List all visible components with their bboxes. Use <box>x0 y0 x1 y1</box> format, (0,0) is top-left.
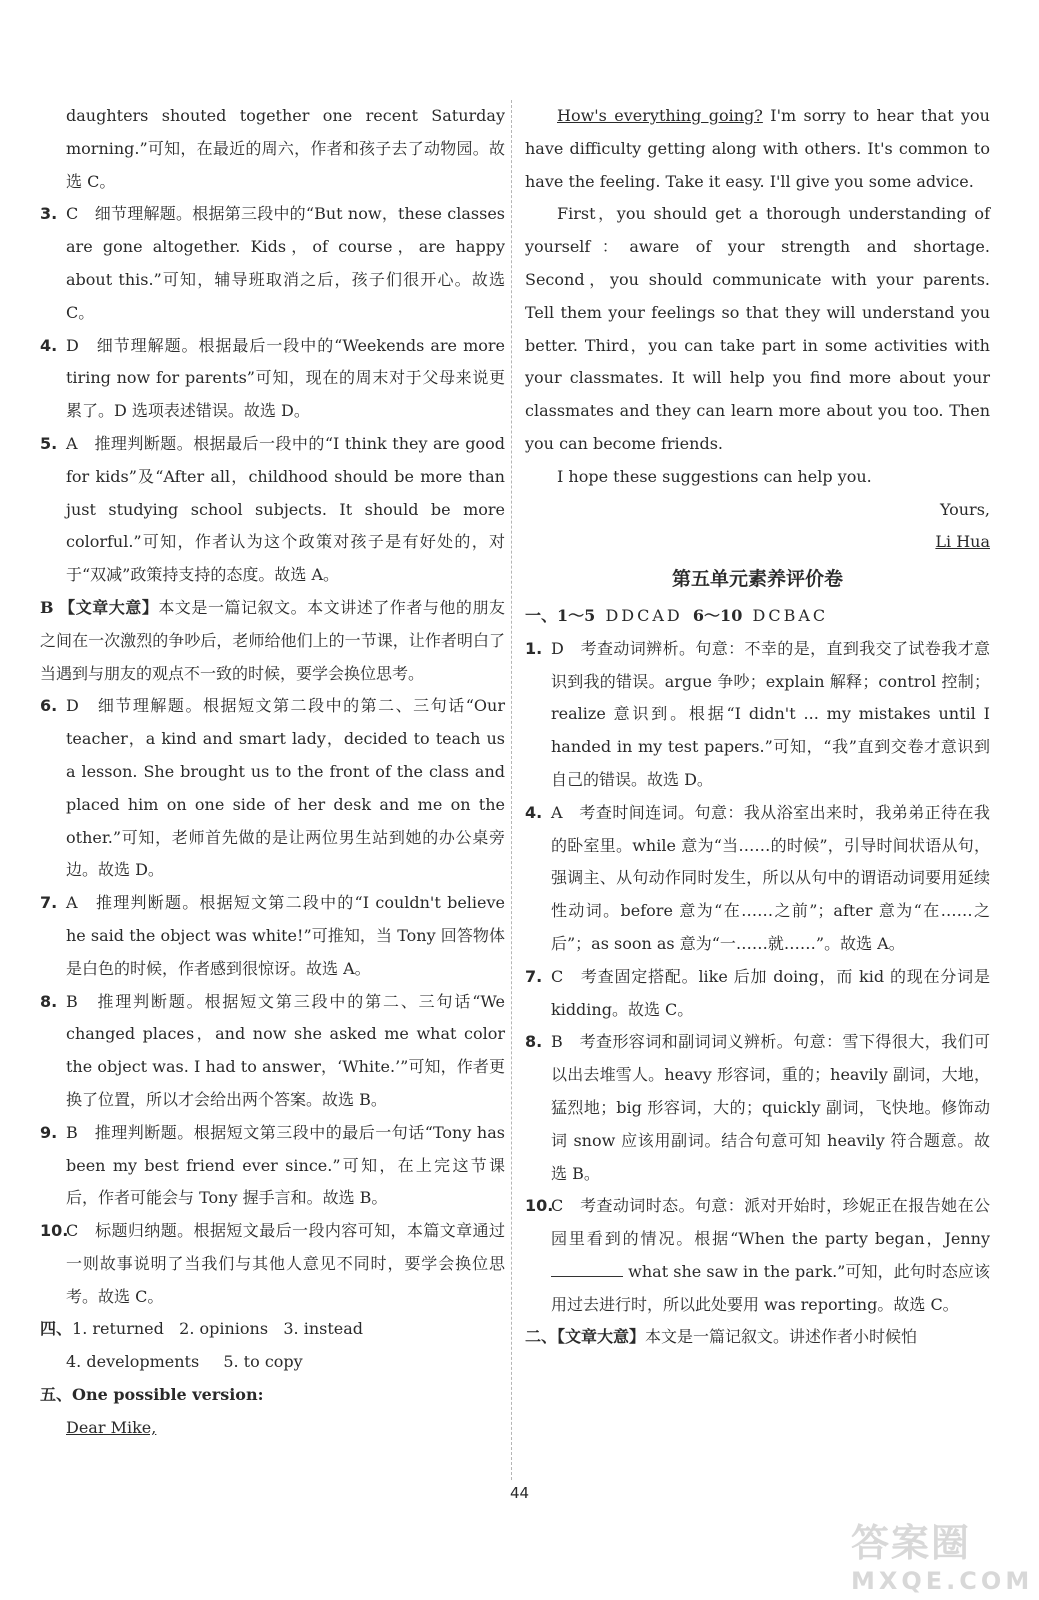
letter-signature: Li Hua <box>935 532 990 552</box>
watermark-logo: 答案圈 MXQE.COM <box>851 1521 1034 1595</box>
section-four: 四、1. returned 2. opinions 3. instead 4. developments 5. to copy <box>40 1319 364 1372</box>
answer-item: 4. D 细节理解题。根据最后一段中的“Weekends are more tiring now for parents”可知，现在的周末对于父母来说更累了。D 选项表述错误。故选 D。 <box>40 335 505 421</box>
answer-item: 1. D 考查动词辨析。句意：不幸的是，直到我交了试卷我才意识到我的错误。argue 争吵；explain 解释；control 控制；realize 意识到。根据“I didn't ... my mistakes until I handed in my test papers.”可知，“我”直到交卷才意识到自己的错误。故选 D。 <box>525 638 990 789</box>
answer-item: 3. C 细节理解题。根据第三段中的“But now，these classes are gone altogether. Kids，of course，are happy about this.”可知，辅导班取消之后，孩子们很开心。故选 C。 <box>40 204 505 322</box>
answer-item: 10.C 标题归纳题。根据短文最后一段内容可知，本篇文章通过一则故事说明了当我们与其他人意见不同时，要学会换位思考。故选 C。 <box>40 1221 505 1306</box>
section-five: 五、One possible version: Dear Mike, <box>40 1385 264 1437</box>
column-divider <box>511 100 512 1480</box>
answer-item: 9. B 推理判断题。根据短文第三段中的最后一句话“Tony has been my best friend ever since.”可知，在上完这节课后，作者可能会与 Tony 握手言和。故选 B。 <box>40 1122 505 1208</box>
unit-title: 第五单元素养评价卷 <box>671 568 843 591</box>
continued-text: daughters shouted together one recent Saturday morning.”可知，在最近的周六，作者和孩子去了动物园。故选 C。 <box>66 106 505 191</box>
answer-item: 8. B 考查形容词和副词词义辨析。句意：雪下得很大，我们可以出去堆雪人。heavy 形容词，重的；heavily 副词，大地，猛烈地；big 形容词，大的；quickly 副词，飞快地。修饰动词 snow 应该用副词。结合句意可知 heavily 符合题意。故选 B。 <box>525 1032 990 1183</box>
left-column <box>40 100 505 1445</box>
letter-salutation: Dear Mike, <box>66 1417 157 1437</box>
right-column <box>525 100 990 1354</box>
answers-3-5 <box>40 198 505 592</box>
section-two-summary: 二、【文章大意】本文是一篇记叙文。讲述作者小时候怕 <box>525 1327 918 1347</box>
answers-section-one <box>525 633 990 1322</box>
answer-item: 7. A 推理判断题。根据短文第二段中的“I couldn't believe he said the object was white!”可推知，当 Tony 回答物体是白色的时候，作者感到很惊讶。故选 A。 <box>40 893 505 978</box>
passage-b-summary: B 【文章大意】本文是一篇记叙文。本文讲述了作者与他的朋友之间在一次激烈的争吵后，老师给他们上的一节课，让作者明白了当遇到与朋友的观点不一致的时候，要学会换位思考。 <box>40 597 505 683</box>
section-one-answers: 一、1～5 DDCAD 6～10 DCBAC <box>525 605 829 625</box>
answer-item: 5. A 推理判断题。根据最后一段中的“I think they are good for kids”及“After all，childhood should be more than just studying school subjects. It should be more colorful.”可知，作者认为这个政策对孩子是有好处的，对于“双减”政策持支持的态度。故选 A。 <box>40 433 505 585</box>
letter-paragraph: I hope these suggestions can help you. <box>557 466 872 486</box>
answer-item: 10.C 考查动词时态。句意：派对开始时，珍妮正在报告她在公园里看到的情况。根据“When the party began，Jenny what she saw in the park.”可知，此句时态应该用过去进行时，所以此处要用 was reporting。故选 C。 <box>525 1196 990 1314</box>
answer-blank <box>551 1262 623 1277</box>
answer-item: 6. D 细节理解题。根据短文第二段中的第二、三句话“Our teacher，a kind and smart lady，decided to teach us a lesson. She brought us to the front of the class and placed him on one side of her desk and me on the other.”可知，老师首先做的是让两位男生站到她的办公桌旁边。故选 D。 <box>40 696 505 880</box>
answer-item: 7. C 考查固定搭配。like 后加 doing，而 kid 的现在分词是 kidding。故选 C。 <box>525 966 990 1019</box>
answers-6-10 <box>40 690 505 1313</box>
letter-paragraph: First，you should get a thorough understanding of yourself：aware of your strength and shortage. Second，you should communicate with your parents. Tell them your feelings so that they will understand you better. Third，you can take part in some activities with your classmates. It will help you find more about your classmates and they can learn more about you too. Then you can become friends. <box>525 204 990 453</box>
answer-item: 4. A 考查时间连词。句意：我从浴室出来时，我弟弟正待在我的卧室里。while 意为“当……的时候”，引导时间状语从句，强调主、从句动作同时发生，所以从句中的谓语动词要用延续性动词。before 意为“在……之前”；after 意为“在……之后”；as soon as 意为“一……就……”。故选 A。 <box>525 802 990 953</box>
letter-paragraph: How's everything going? I'm sorry to hear that you have difficulty getting along with others. It's common to have the feeling. Take it easy. I'll give you some advice. <box>525 106 990 191</box>
answer-item: 8. B 推理判断题。根据短文第三段中的第二、三句话“We changed places，and now she asked me what color the object was. I had to answer，‘White.’”可知，作者更换了位置，所以才会给出两个答案。故选 B。 <box>40 991 505 1109</box>
page-number: 44 <box>509 1484 530 1502</box>
letter-closing: Yours, <box>939 499 990 519</box>
